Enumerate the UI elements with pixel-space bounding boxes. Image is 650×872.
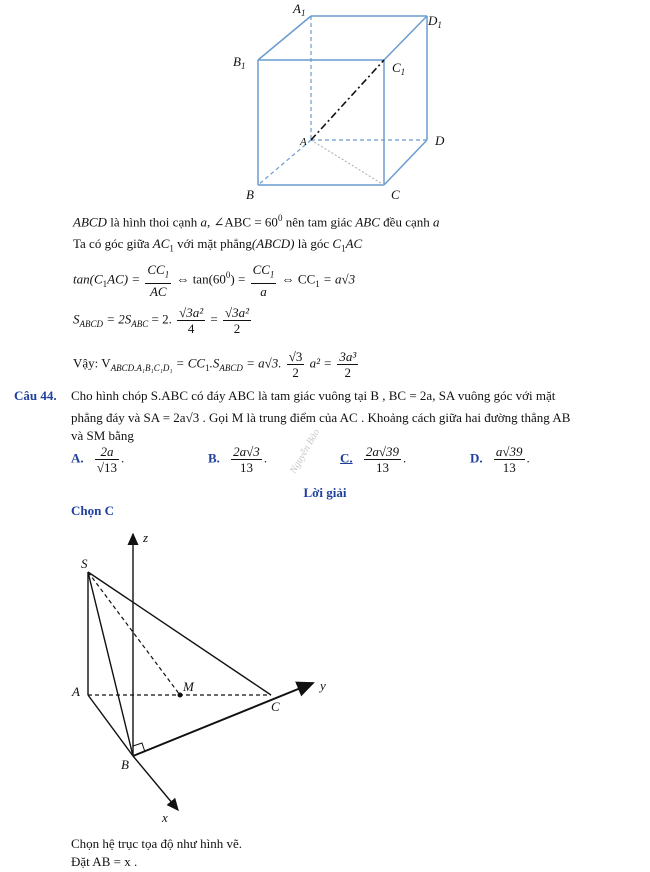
cube-edge-cd <box>384 140 427 185</box>
label-d1: $D_1$ <box>428 13 442 30</box>
label-b: B <box>246 187 254 202</box>
edge-sb <box>88 572 133 756</box>
frac-vol-1: $\frac{√3}{2}$ <box>288 349 303 380</box>
sol43-eq-tan: $\tan(C_1AC)$ = $\frac{CC_1}{AC}$ ⇔ $\tan(60^0)$ = $\frac{CC_1}{a}$ ⇔ $CC_1 = a√3$ <box>73 262 356 299</box>
axis-x <box>133 756 178 810</box>
label-b: B <box>121 757 129 772</box>
question-44-line3: và SM bằng <box>71 428 134 443</box>
label-b1: $B_1$ <box>233 54 246 71</box>
edge-sc <box>88 572 271 695</box>
axis-y <box>133 683 313 756</box>
frac-area-2: $\frac{\text{√3a²}}{2}$ <box>225 305 250 336</box>
option-a[interactable]: A. $\frac{2a}{√13}$ . <box>71 444 125 475</box>
label-y: y <box>320 678 326 693</box>
cube-edge-b1a1 <box>258 16 311 60</box>
footer-line1: Chọn hệ trục tọa độ như hình vẽ. <box>71 836 242 851</box>
cube-figure <box>0 0 650 210</box>
cube-diagonal-ac1 <box>311 60 384 140</box>
label-s: S <box>81 556 88 571</box>
label-c: C <box>391 187 400 202</box>
sol43-eq-area: $S_{ABCD} = 2S_{ABC} = 2$. $\frac{\text{√3a²}}{4}$ = $\frac{\text{√3a²}}{2}$ <box>73 305 250 336</box>
label-z: z <box>143 530 149 545</box>
cube-diagonal-ac <box>311 140 384 185</box>
label-m: M <box>183 679 194 694</box>
label-a1: $A_1$ <box>293 1 306 18</box>
frac-vol-2: $\frac{\text{3a³}}{2}$ <box>339 349 357 380</box>
option-d[interactable]: D. $\frac{a√39}{13}$ . <box>470 444 530 475</box>
solution-heading: Lời giải <box>303 485 347 500</box>
right-angle-b <box>133 743 145 752</box>
question-44-label: Câu 44. <box>14 388 57 403</box>
watermark: Nguyễn Bảo <box>288 427 323 476</box>
sol43-eq-volume: Vậy: $V_{ABCD.A_1B_1C_1D_1} = CC_1.S_{ABCD} = a√3$. $\frac{√3}{2}$ a² = $\frac{\text{3a³}}{2}$ <box>73 349 357 380</box>
question-44-line2: phẳng đáy và SA = 2a√3 . Gọi M là trung điểm của AC . Khoảng cách giữa hai đường thẳng AB <box>71 410 571 425</box>
pyramid-figure <box>0 520 650 830</box>
sol43-line2: Ta có góc giữa $AC_1$ với mặt phẳng(ABCD) là góc $C_1AC$ <box>73 236 363 254</box>
label-a: A <box>300 136 307 148</box>
sol43-line1: ABCD là hình thoi cạnh a, ∠ABC = $60^0$ nên tam giác ABC đều cạnh a <box>73 213 440 230</box>
footer-line2: Đặt AB = x . <box>71 854 138 869</box>
point-m <box>178 693 183 698</box>
frac-cc1-a: $\frac{CC_1}{a}$ <box>252 262 275 299</box>
label-d: D <box>435 133 445 148</box>
label-x: x <box>162 810 168 825</box>
label-c: C <box>271 699 280 714</box>
label-c1: $C_1$ <box>392 60 406 77</box>
option-c[interactable]: C. $\frac{2a√39}{13}$ . <box>340 444 407 475</box>
frac-area-1: $\frac{\text{√3a²}}{4}$ <box>179 305 204 336</box>
segment-sm-hidden <box>88 572 180 695</box>
label-a: A <box>72 684 80 699</box>
option-b[interactable]: B. $\frac{2a√3}{13}$ . <box>208 444 268 475</box>
question-44-line1: Cho hình chóp S.ABC có đáy ABC là tam giác vuông tại B , BC = 2a, SA vuông góc với mặt <box>71 388 556 403</box>
cube-edge-d1c1 <box>384 16 427 60</box>
frac-cc1-ac: $\frac{CC_1}{AC}$ <box>147 262 170 299</box>
chosen-answer: Chọn C <box>71 503 114 518</box>
